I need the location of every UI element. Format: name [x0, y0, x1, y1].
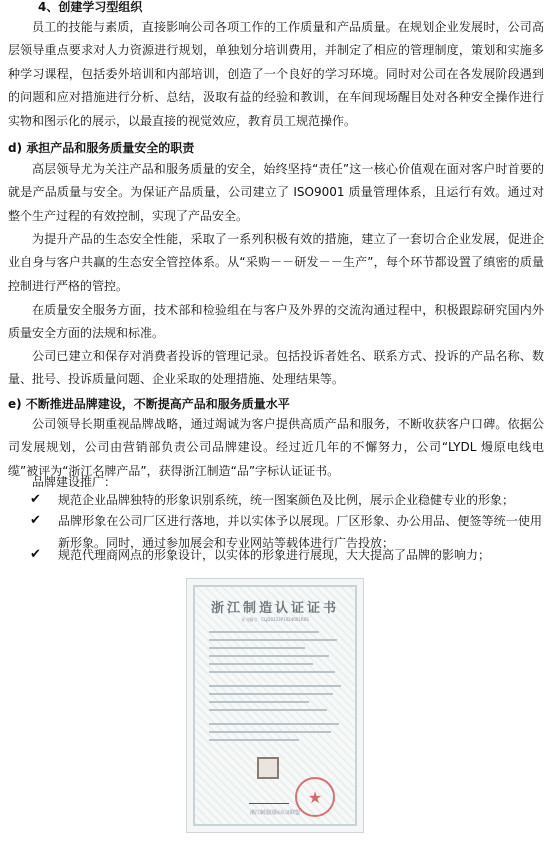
certificate-number: 证书编号：CLJD0323P1024001R0S: [241, 617, 309, 622]
section-e-title: e) 不断推进品牌建设，不断提高产品和服务质量水平: [8, 397, 290, 411]
certificate-text-line: [209, 631, 319, 633]
brand-promotion-label: 品牌建设推广：: [32, 475, 117, 489]
certificate-text-line: [209, 647, 305, 649]
certificate-text-line: [209, 709, 327, 711]
list-item: ✔ 规范代理商网点的形象设计，以实体的形象进行展现，大大提高了品牌的影响力；: [30, 544, 542, 566]
heading-learning-organization: 4、创建学习型组织: [38, 0, 143, 14]
pin-mark-logo: [257, 757, 279, 779]
paragraph-d-2: 为提升产品的生态安全性能，采取了一系列积极有效的措施，建立了一套切合企业发展，促进企业自身与客户共赢的生态安全管控体系。从“采购－－研发－－生产”，每个环节都设置了缜密的质量控制进行严格的管控。: [8, 232, 544, 293]
paragraph-d-1: 高层领导尤为关注产品和服务质量的安全，始终坚持“责任”这一核心价值观在面对客户时首要的就是产品质量与安全。为保证产品质量，公司建立了 ISO9001 质量管理体系，且运行有效。通过对整个生产过程的有效控制，实现了产品安全。: [8, 162, 544, 223]
certificate-text-line: [209, 671, 335, 673]
paragraph-d-3: 在质量安全服务方面，技术部和检验组在与客户及外界的交流沟通过程中，积极跟踪研究国内外质量安全方面的法规和标准。: [8, 303, 544, 341]
paragraph-e: 公司领导长期重视品牌战略，通过竭诚为客户提供高质产品和服务，不断收获客户口碑。依据公司发展规划，公司由营销部负责公司品牌建设。经过近几年的不懈努力，公司“LYDL 熳原电线电缆”被评为“浙江名牌产品”，获得浙江制造“品”字标认证证书。: [8, 417, 544, 478]
certificate-frame: [193, 585, 357, 826]
certificate-text-line: [209, 639, 337, 641]
certificate-text-line: [209, 655, 329, 657]
list-item: ✔ 规范企业品牌独特的形象识别系统，统一图案颜色及比例，展示企业稳健专业的形象；: [30, 489, 542, 511]
section-d-title: d) 承担产品和服务质量安全的职责: [8, 141, 195, 155]
certificate-text-line: [209, 731, 331, 733]
certificate-title: 浙江制造认证证书: [210, 601, 339, 616]
check-icon: ✔: [30, 492, 41, 507]
star-icon: ★: [307, 788, 323, 807]
certificate-text-line: [209, 723, 339, 725]
certificate-footer: 浙江制造国际认证联盟: [249, 810, 300, 816]
certificate-text-line: [209, 739, 299, 741]
paragraph-learning: 员工的技能与素质，直接影响公司各项工作的工作质量和产品质量。在规划企业发展时，公司高层领导重点要求对人力资源进行规划，单独划分培训费用，并制定了相应的管理制度，策划和实施多种学习课程，包括委外培训和内部培训，创造了一个良好的学习环境。同时对公司在各发展阶段遇到的问题和应对措施进行分析、总结，汲取有益的经验和教训，在车间现场醒目处对各种安全操作进行实物和图示化的展示，以最直接的视觉效应，教育员工规范操作。: [8, 20, 544, 128]
check-icon: ✔: [30, 513, 41, 528]
signature: [249, 793, 289, 804]
certificate-text-line: [209, 693, 333, 695]
list-item: ✔ 品牌形象在公司厂区进行落地，并以实体予以展现。厂区形象、办公用品、便签等统一使用新形象。同时，通过参加展会和专业网站等载体进行广告投放；: [30, 510, 542, 554]
check-icon: ✔: [30, 547, 41, 562]
certificate-text-line: [209, 685, 341, 687]
certificate-text-line: [209, 663, 313, 665]
certificate-text-line: [209, 701, 309, 703]
paragraph-d-4: 公司已建立和保存对消费者投诉的管理记录。包括投诉者姓名、联系方式、投诉的产品名称、数量、批号、投诉质量问题、企业采取的处理措施、处理结果等。: [8, 349, 544, 387]
certificate-image: [186, 578, 364, 833]
